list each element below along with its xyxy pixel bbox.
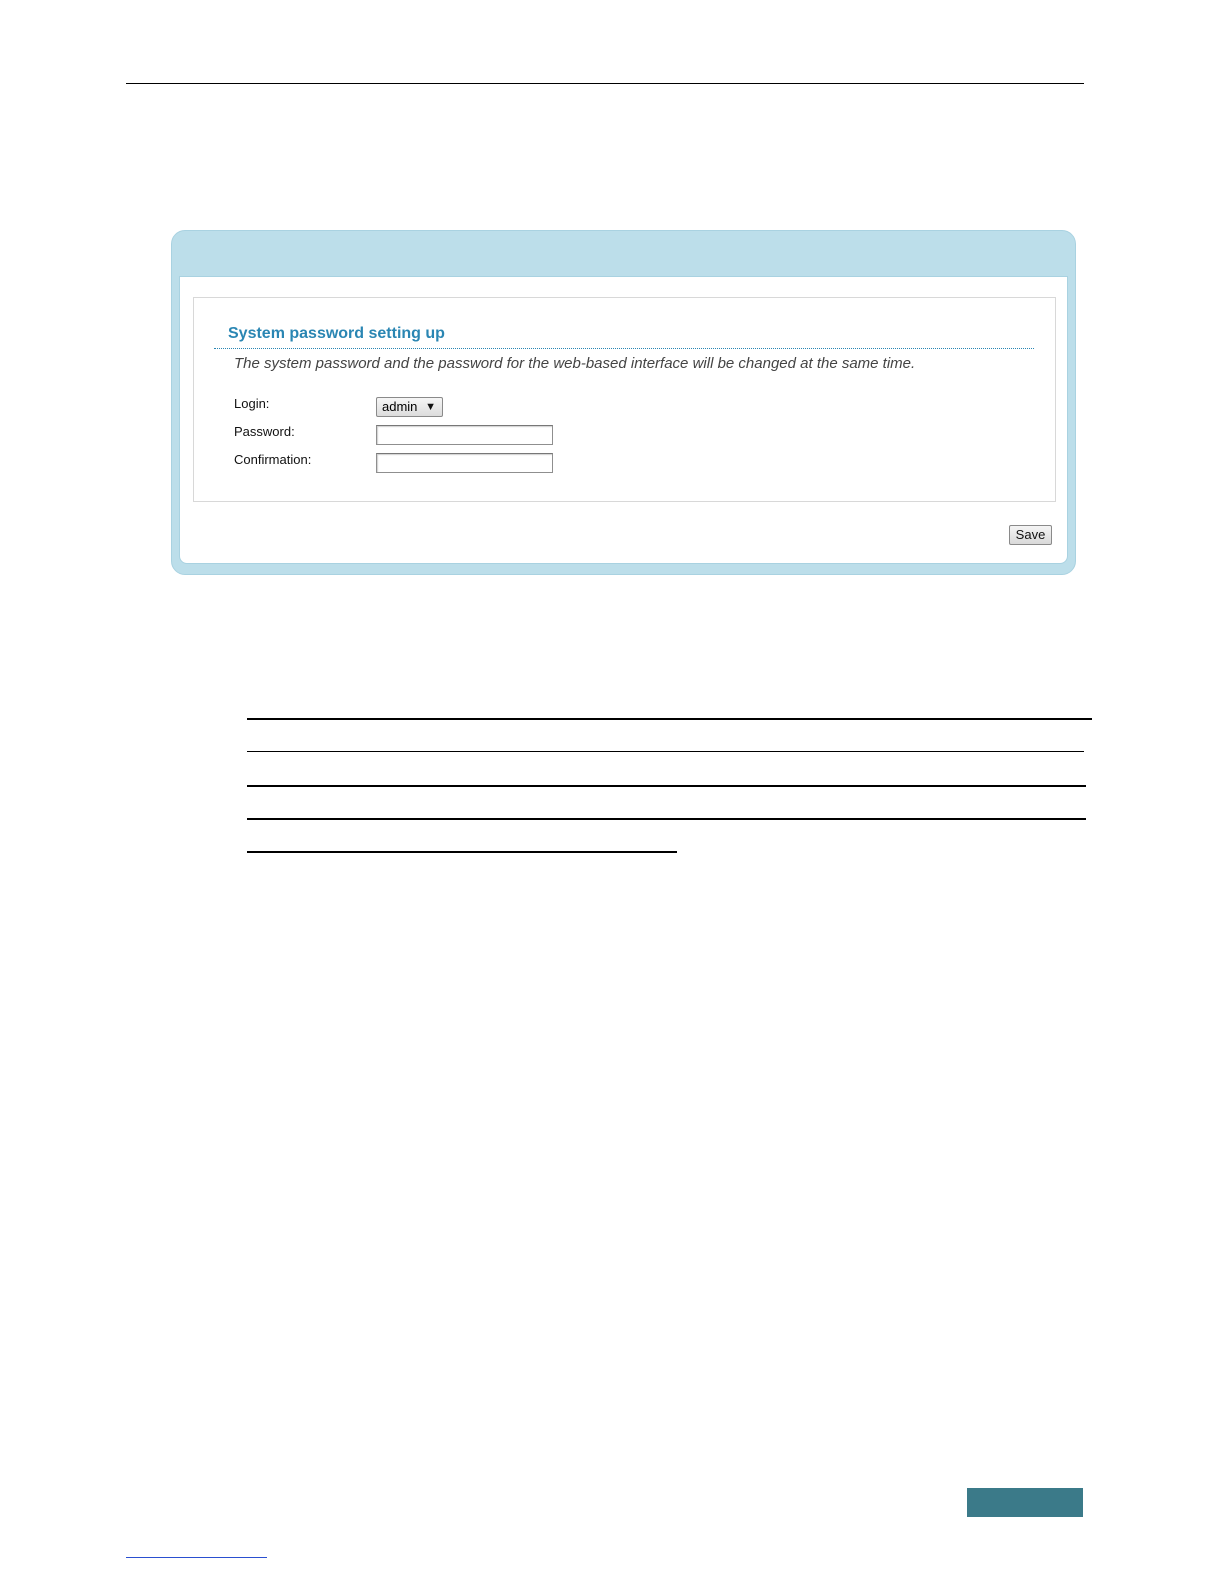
text-line-4 bbox=[247, 818, 1084, 820]
header-rule bbox=[126, 83, 1084, 84]
confirmation-field[interactable] bbox=[376, 453, 553, 473]
password-form bbox=[193, 297, 1056, 502]
password-field[interactable] bbox=[376, 425, 553, 445]
panel-content bbox=[179, 276, 1068, 564]
login-label: Login: bbox=[234, 396, 270, 411]
save-button[interactable]: Save bbox=[1009, 525, 1052, 545]
footer-link[interactable] bbox=[126, 1557, 267, 1558]
confirmation-label: Confirmation: bbox=[234, 452, 312, 467]
password-label: Password: bbox=[234, 424, 295, 439]
form-title: System password setting up bbox=[228, 325, 445, 342]
text-line-2 bbox=[247, 751, 1084, 752]
text-line-5 bbox=[247, 851, 677, 853]
settings-panel bbox=[171, 230, 1076, 575]
login-select[interactable] bbox=[376, 397, 443, 417]
text-line-4-dot bbox=[1084, 818, 1086, 820]
chevron-down-icon: ▼ bbox=[425, 401, 436, 413]
text-line-3-dot bbox=[1084, 785, 1086, 787]
login-select-value: admin bbox=[382, 399, 418, 414]
text-line-1 bbox=[247, 718, 1092, 720]
page-number-tab bbox=[967, 1488, 1083, 1517]
form-description: The system password and the password for the web-based interface will be changed at the same time. bbox=[234, 355, 916, 372]
text-line-3 bbox=[247, 785, 1084, 787]
title-divider bbox=[214, 348, 1034, 349]
